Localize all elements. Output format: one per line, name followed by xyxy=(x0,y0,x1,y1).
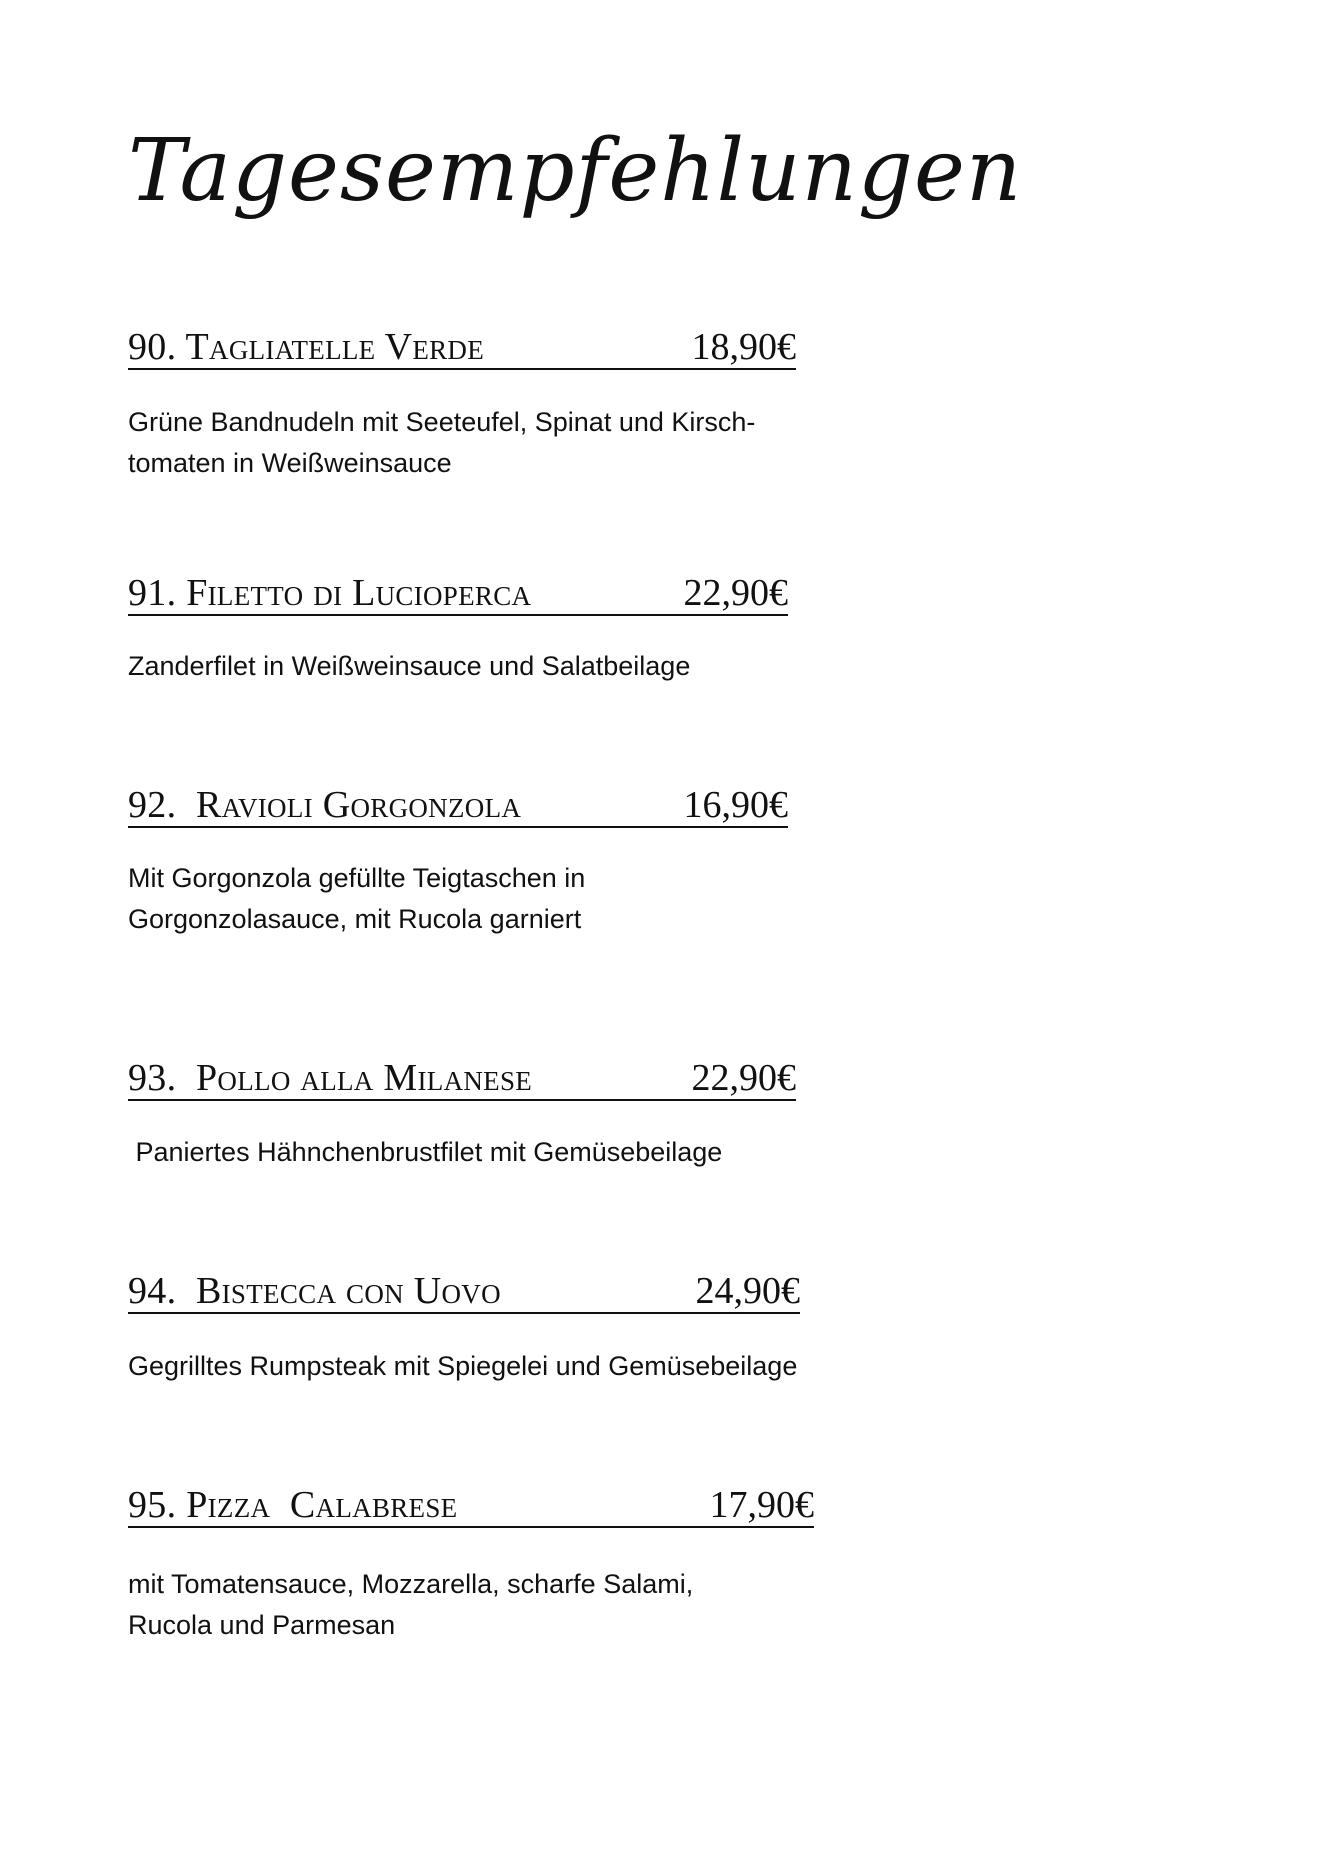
menu-item-price: 22,90€ xyxy=(691,1057,796,1099)
menu-item-price: 18,90€ xyxy=(691,326,796,368)
menu-item-95 xyxy=(128,1480,814,1646)
description-line: Grüne Bandnudeln mit Seeteufel, Spinat und Kirsch- xyxy=(128,407,756,437)
menu-item-price: 16,90€ xyxy=(683,784,788,826)
menu-item-description xyxy=(128,1346,800,1387)
description-line: Gegrilltes Rumpsteak mit Spiegelei und Gemüsebeilage xyxy=(128,1351,798,1381)
menu-item-price: 24,90€ xyxy=(695,1270,800,1312)
menu-item-90 xyxy=(128,322,796,484)
menu-item-92 xyxy=(128,780,788,940)
menu-item-heading xyxy=(128,322,796,370)
menu-item-description xyxy=(128,1132,796,1173)
menu-item-name: 91. Filetto di Lucioperca xyxy=(128,572,532,614)
menu-item-91 xyxy=(128,568,788,687)
description-line: Mit Gorgonzola gefüllte Teigtaschen in xyxy=(128,863,586,893)
description-line: Zanderfilet in Weißweinsauce und Salatbeilage xyxy=(128,651,691,681)
menu-item-description xyxy=(128,646,788,687)
description-line: Gorgonzolasauce, mit Rucola garniert xyxy=(128,904,582,934)
menu-item-name: 93. Pollo alla Milanese xyxy=(128,1057,533,1099)
menu-item-name: 92. Ravioli Gorgonzola xyxy=(128,784,522,826)
menu-item-94 xyxy=(128,1266,800,1387)
description-line: tomaten in Weißweinsauce xyxy=(128,448,452,478)
menu-item-heading xyxy=(128,1266,800,1314)
menu-item-price: 22,90€ xyxy=(683,572,788,614)
menu-item-description xyxy=(128,402,796,484)
menu-item-price: 17,90€ xyxy=(709,1484,814,1526)
description-line: mit Tomatensauce, Mozzarella, scharfe Salami, xyxy=(128,1569,694,1599)
menu-item-description xyxy=(128,1564,814,1646)
menu-item-93 xyxy=(128,1053,796,1173)
description-line: Rucola und Parmesan xyxy=(128,1610,396,1640)
menu-item-heading xyxy=(128,1480,814,1528)
menu-item-name: 95. Pizza Calabrese xyxy=(128,1484,458,1526)
menu-item-name: 90. Tagliatelle Verde xyxy=(128,326,485,368)
menu-item-heading xyxy=(128,780,788,828)
menu-item-description xyxy=(128,858,788,940)
menu-item-heading xyxy=(128,568,788,616)
menu-item-name: 94. Bistecca con Uovo xyxy=(128,1270,501,1312)
menu-item-heading xyxy=(128,1053,796,1101)
description-line: Paniertes Hähnchenbrustfilet mit Gemüsebeilage xyxy=(128,1137,723,1167)
page-title: Tagesempfehlungen xyxy=(128,121,1023,221)
